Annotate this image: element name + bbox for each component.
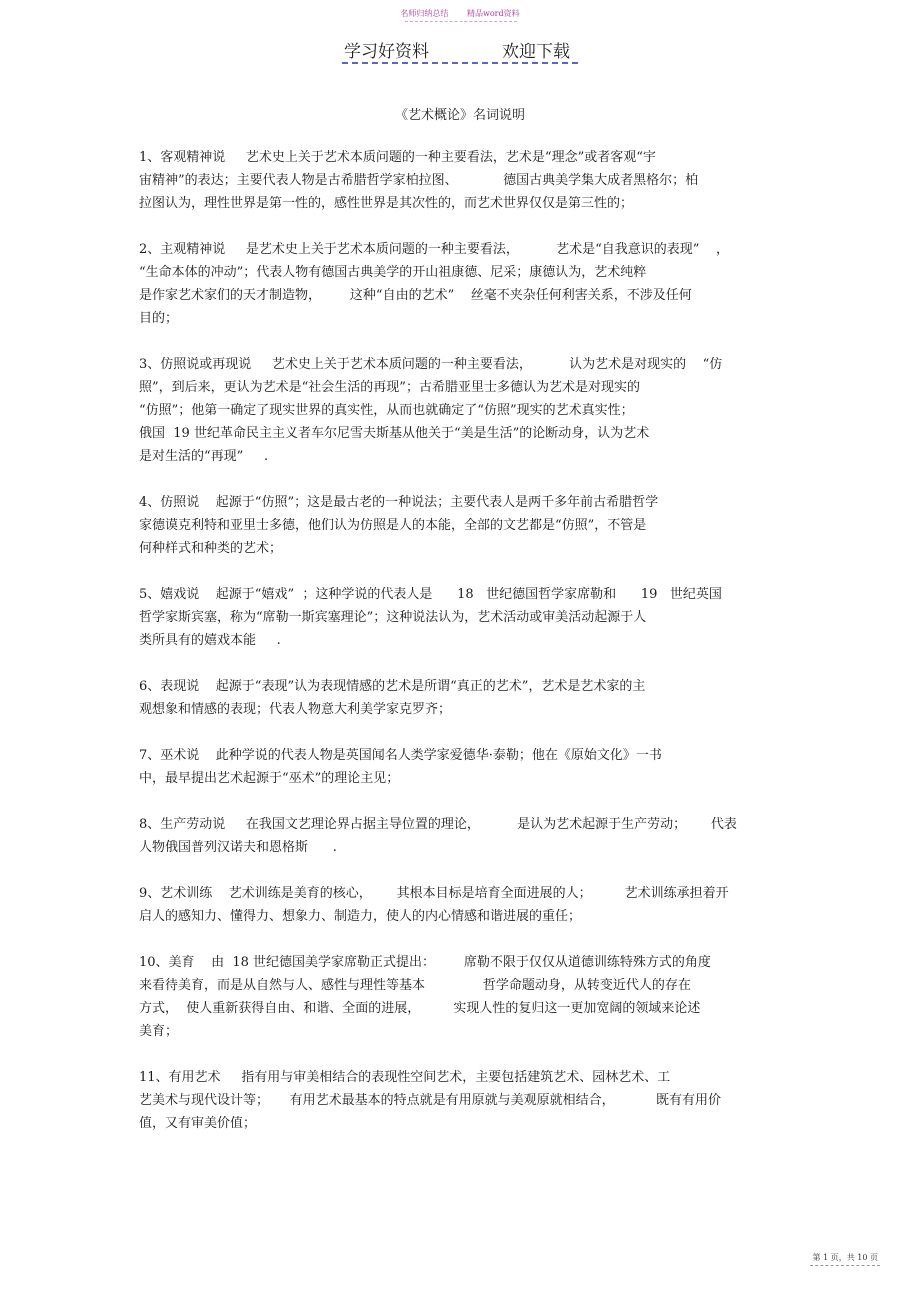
top-dashed-rule bbox=[405, 21, 517, 22]
entry-line: 方式， 使人重新获得自由、和谐、全面的进展， 实现人性的复归这一更加宽阔的领域来论述 bbox=[139, 1001, 701, 1016]
entry-line: 1、客观精神说 艺术史上关于艺术本质问题的一种主要看法，艺术是“理念”或者客观“宇 bbox=[139, 150, 656, 165]
entry-line: 10、美育 由 18 世纪德国美学家席勒正式提出： 席勒不限于仅仅从道德训练特殊方式的角度 bbox=[139, 955, 711, 970]
page-number: 第 1 页，共 10 页 bbox=[812, 1253, 878, 1262]
entry-line: 来看待美育，而是从自然与人、感性与理性等基本 哲学命题动身，从转变近代人的存在 bbox=[139, 978, 691, 993]
entry-line: “生命本体的冲动”；代表人物有德国古典美学的开山祖康德、尼采；康德认为，艺术纯粹 bbox=[139, 265, 647, 280]
top-note-right: 精品word资料 bbox=[466, 9, 520, 18]
top-note-left: 名师归纳总结 bbox=[400, 9, 449, 18]
entry-line: 哲学家斯宾塞，称为“席勒一斯宾塞理论”；这种说法认为，艺术活动或审美活动起源于人 bbox=[139, 610, 647, 625]
term-entry bbox=[139, 951, 779, 1043]
document-title: 《艺术概论》名词说明 bbox=[394, 108, 525, 123]
entry-line: “仿照”；他第一确定了现实世界的真实性，从而也就确定了“仿照”现实的艺术真实性； bbox=[139, 403, 634, 418]
top-watermark-note bbox=[0, 8, 920, 19]
header-dashed-rule bbox=[342, 62, 578, 64]
entry-line: 拉图认为，理性世界是第一性的，感性世界是其次性的，而艺术世界仅仅是第三性的； bbox=[139, 196, 634, 211]
entry-line: 艺美术与现代设计等； 有用艺术最基本的特点就是有用原就与美观原就相结合， 既有有用价 bbox=[139, 1093, 721, 1108]
entry-line: 6、表现说 起源于“表现”认为表现情感的艺术是所谓“真正的艺术”，艺术是艺术家的主 bbox=[139, 679, 646, 694]
term-entry bbox=[139, 882, 779, 928]
entry-line: 观想象和情感的表现；代表人物意大利美学家克罗齐； bbox=[139, 702, 452, 717]
entry-line: 何种样式和种类的艺术； bbox=[139, 541, 283, 556]
entry-line: 7、巫术说 此种学说的代表人物是英国闻名人类学家爱德华·泰勒；他在《原始文化》一书 bbox=[139, 748, 662, 763]
entry-line: 8、生产劳动说 在我国文艺理论界占据主导位置的理论， 是认为艺术起源于生产劳动； 代表 bbox=[139, 817, 737, 832]
entry-line: 11、有用艺术 指有用与审美相结合的表现性空间艺术，主要包括建筑艺术、园林艺术、工 bbox=[139, 1070, 671, 1085]
entry-line: 俄国 19 世纪革命民主主义者车尔尼雪夫斯基从他关于“美是生活”的论断动身，认为艺术 bbox=[139, 426, 650, 441]
term-entry bbox=[139, 146, 779, 215]
entry-line: 2、主观精神说 是艺术史上关于艺术本质问题的一种主要看法， 艺术是“自我意识的表现” ， bbox=[139, 242, 729, 257]
entry-line: 人物俄国普列汉诺夫和恩格斯 . bbox=[139, 840, 337, 855]
document-body bbox=[139, 146, 779, 1158]
term-entry bbox=[139, 491, 779, 560]
entry-line: 类所具有的嬉戏本能 . bbox=[139, 633, 281, 648]
entry-line: 中，最早提出艺术起源于“巫术”的理论主见； bbox=[139, 771, 400, 786]
entry-line: 家德谟克利特和亚里士多德，他们认为仿照是人的本能，全部的文艺都是“仿照”，不管是 bbox=[139, 518, 647, 533]
entry-line: 是对生活的“再现” . bbox=[139, 449, 269, 464]
term-entry bbox=[139, 813, 779, 859]
entry-line: 9、艺术训练 艺术训练是美育的核心， 其根本目标是培育全面进展的人； 艺术训练承担着开 bbox=[139, 886, 729, 901]
entry-line: 是作家艺术家们的天才制造物， 这种“自由的艺术” 丝毫不夹杂任何利害关系，不涉及任何 bbox=[139, 288, 692, 303]
entry-line: 启人的感知力、懂得力、想象力、制造力，使人的内心情感和谐进展的重任； bbox=[139, 909, 582, 924]
header-left-text: 学习好资料 bbox=[344, 42, 429, 62]
term-entry bbox=[139, 238, 779, 330]
term-entry bbox=[139, 1066, 779, 1135]
term-entry bbox=[139, 744, 779, 790]
entry-line: 照”，到后来，更认为艺术是“社会生活的再现”；古希腊亚里士多德认为艺术是对现实的 bbox=[139, 380, 640, 395]
term-entry bbox=[139, 583, 779, 652]
term-entry bbox=[139, 353, 779, 468]
term-entry bbox=[139, 675, 779, 721]
entry-line: 宙精神”的表达；主要代表人物是古希腊哲学家柏拉图、 德国古典美学集大成者黑格尔；柏 bbox=[139, 173, 699, 188]
entry-line: 5、嬉戏说 起源于“嬉戏” ；这种学说的代表人是 18 世纪德国哲学家席勒和 19 世纪英国 bbox=[139, 587, 722, 602]
header-right-text: 欢迎下载 bbox=[502, 42, 570, 62]
entry-line: 值，又有审美价值； bbox=[139, 1116, 257, 1131]
entry-line: 美育； bbox=[139, 1024, 179, 1039]
entry-line: 目的； bbox=[139, 311, 179, 326]
entry-line: 3、仿照说或再现说 艺术史上关于艺术本质问题的一种主要看法， 认为艺术是对现实的 “仿 bbox=[139, 357, 723, 372]
entry-line: 4、仿照说 起源于“仿照”；这是最古老的一种说法；主要代表人是两千多年前古希腊哲学 bbox=[139, 495, 659, 510]
footer-dashed-rule bbox=[810, 1265, 880, 1266]
page-header bbox=[342, 37, 578, 61]
